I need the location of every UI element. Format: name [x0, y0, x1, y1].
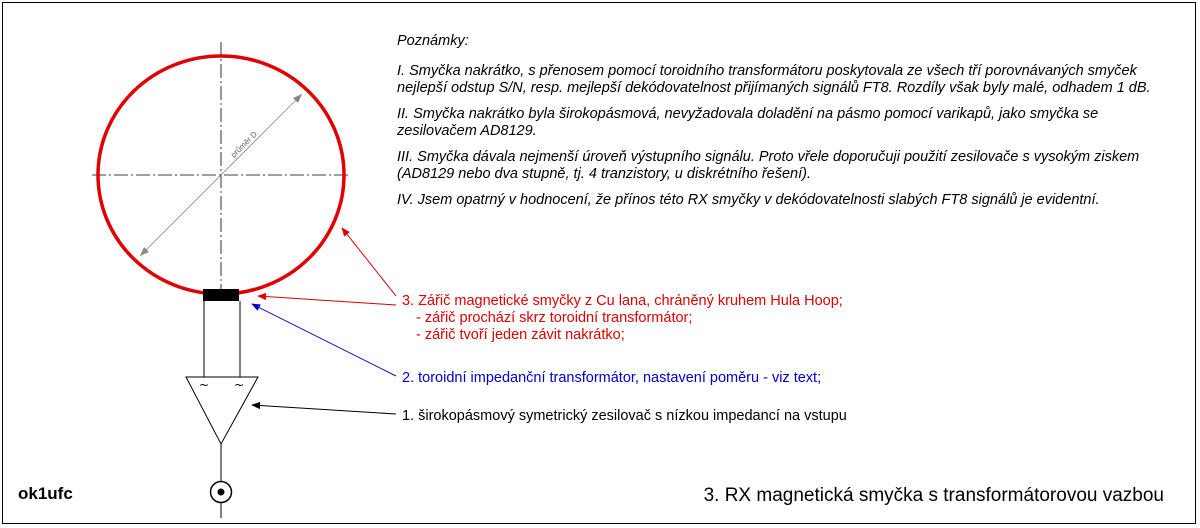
amplifier-input-symbol-left: ~: [198, 378, 210, 392]
transformer-arrow: [252, 304, 396, 376]
amplifier-callout: 1. širokopásmový symetrický zesilovač s nízkou impedancí na vstupu: [402, 408, 847, 424]
notes-heading: Poznámky:: [397, 33, 469, 49]
note-1: I. Smyčka nakrátko, s přenosem pomocí toroidního transformátoru poskytovala ze všech tří porovnávaných smyček nejlepší odstup S/N, resp. mejlepší dekódovatelnost přijímaných signálů FT8. Rozdíly však byly malé, odhadem 1 dB.: [397, 62, 1151, 96]
amplifier-input-symbol-right: ~: [233, 378, 245, 392]
amplifier-symbol: [186, 377, 258, 444]
author-label: ok1ufc: [18, 484, 73, 503]
radiator-callout-line-2: - zářič prochází skrz toroidní transformátor;: [416, 310, 693, 326]
diameter-label: průměr D: [229, 129, 259, 160]
note-4: IV. Jsem opatrný v hodnocení, že přínos této RX smyčky v dekódovatelnosti slabých FT8 signálů je evidentní.: [397, 191, 1100, 208]
transformer-callout: 2. toroidní impedanční transformátor, nastavení poměru - viz text;: [402, 370, 822, 386]
toroid-transformer: [203, 289, 239, 301]
radiator-callout-line-1: 3. Zářič magnetické smyčky z Cu lana, chráněný kruhem Hula Hoop;: [402, 293, 843, 309]
note-2: II. Smyčka nakrátko byla širokopásmová, nevyžadovala doladění na pásmo pomocí varikapů, jako smyčka se zesilovačem AD8129.: [397, 105, 1099, 139]
amplifier-arrow: [252, 405, 396, 414]
note-3: III. Smyčka dávala nejmenší úroveň výstupního signálu. Proto vřele doporučuji použití zesilovače s vysokým ziskem (AD8129 nebo dva stupně, tj. 4 tranzistory, u diskrétního řešení).: [397, 148, 1140, 182]
radiator-callout-line-3: - zářič tvoří jeden závit nakrátko;: [416, 327, 625, 343]
radiator-callout: [402, 293, 843, 344]
radiator-arrow-upper: [342, 228, 396, 296]
diagram-title: 3. RX magnetická smyčka s transformátorovou vazbou: [703, 485, 1164, 506]
radiator-arrow-lower: [258, 296, 396, 305]
notes-block: [397, 33, 1167, 217]
coax-connector-center: [218, 489, 225, 496]
